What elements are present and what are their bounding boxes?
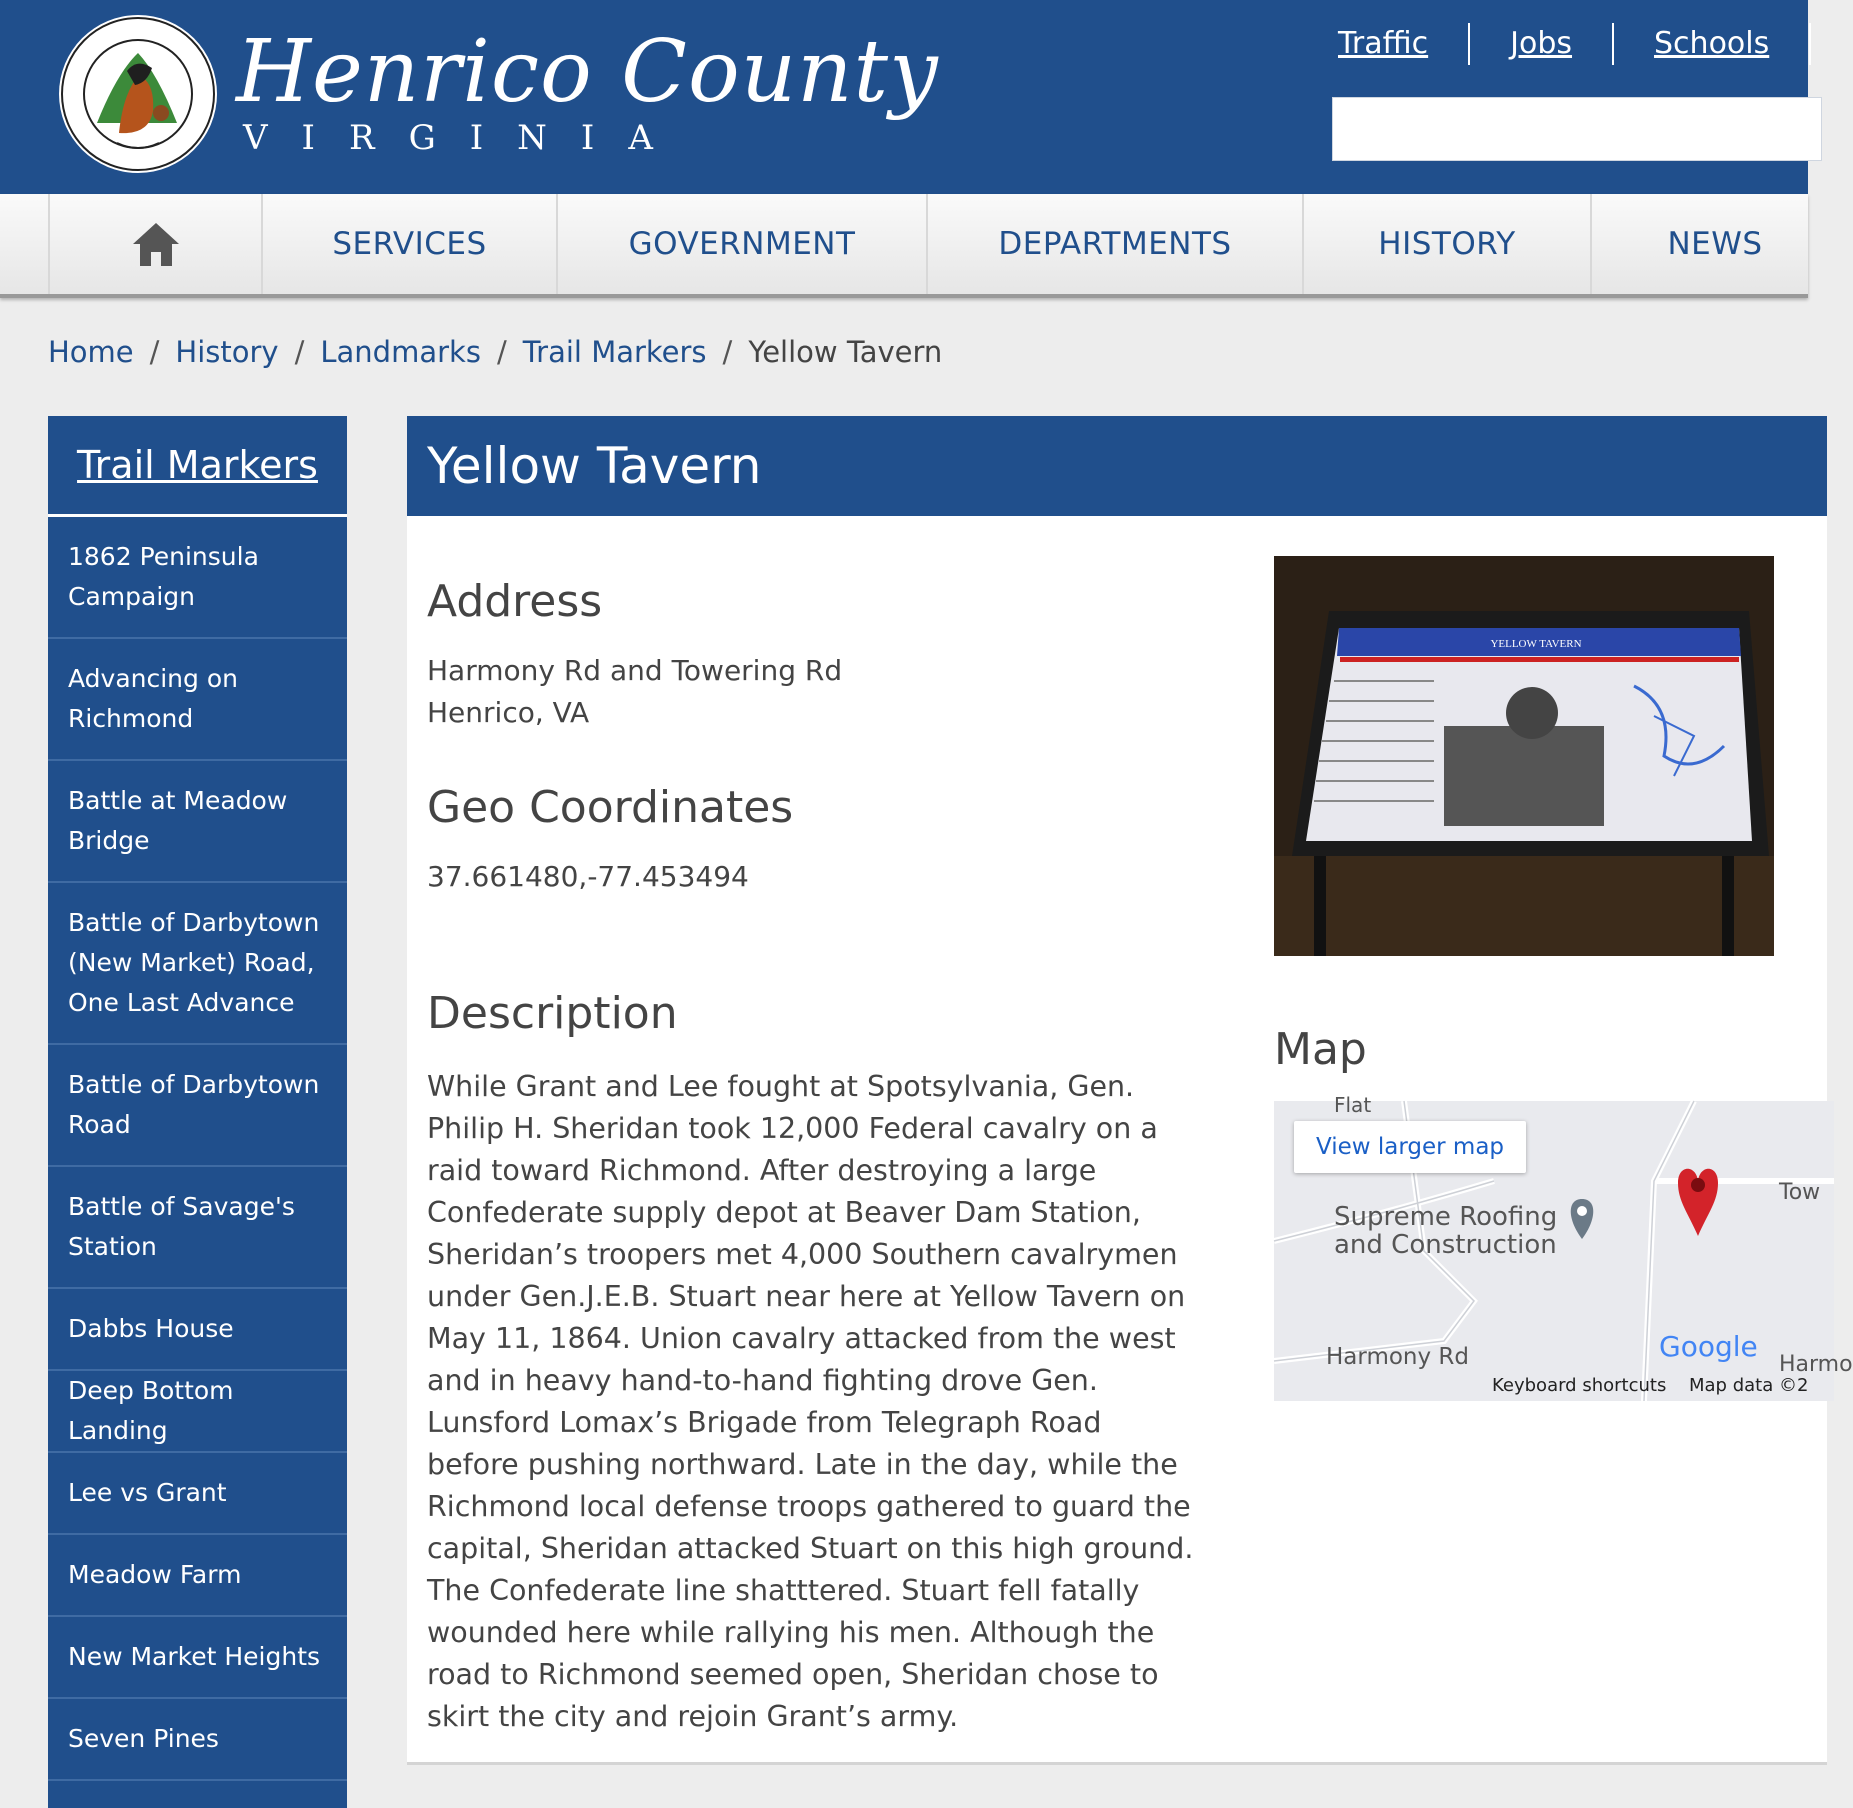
nav-government[interactable]: GOVERNMENT	[558, 194, 928, 294]
breadcrumb-trail-markers[interactable]: Trail Markers	[522, 335, 707, 369]
main-content	[407, 416, 1853, 1765]
map-road-label-harmony: Harmony Rd	[1326, 1344, 1469, 1370]
map-road-label-tow: Tow	[1779, 1180, 1821, 1205]
sidebar-item-battle-at-meadow-bridge[interactable]: Battle at Meadow Bridge	[48, 761, 347, 883]
geo-coordinates-heading: Geo Coordinates	[427, 782, 794, 833]
address-line-2: Henrico, VA	[427, 696, 590, 729]
nav-services[interactable]: SERVICES	[263, 194, 558, 294]
breadcrumb-home[interactable]: Home	[48, 335, 134, 369]
sidebar-nav	[48, 416, 347, 1808]
traffic-link[interactable]: Traffic	[1316, 23, 1470, 65]
sidebar-item-dabbs-house[interactable]: Dabbs House	[48, 1289, 347, 1371]
brand-title[interactable]: Henrico County	[236, 22, 939, 122]
breadcrumb-history[interactable]: History	[175, 335, 279, 369]
jobs-link[interactable]: Jobs	[1470, 23, 1614, 65]
breadcrumb-landmarks[interactable]: Landmarks	[320, 335, 481, 369]
keyboard-shortcuts-link[interactable]: Keyboard shortcuts	[1492, 1375, 1667, 1396]
breadcrumb-separator: /	[496, 335, 507, 369]
nav-news[interactable]: NEWS	[1667, 226, 1763, 262]
utility-links	[1316, 22, 1811, 66]
brand-subtitle: VIRGINIA	[243, 118, 687, 158]
sidebar-item-lee-vs-grant[interactable]: Lee vs Grant	[48, 1453, 347, 1535]
place-marker-icon	[1571, 1199, 1594, 1239]
site-header	[0, 0, 1808, 194]
trail-marker-photo	[1274, 556, 1774, 956]
map-data-attribution[interactable]: Map data ©2	[1689, 1375, 1809, 1396]
address-line-1: Harmony Rd and Towering Rd	[427, 654, 843, 687]
map-road-label-top: Flat	[1334, 1093, 1372, 1117]
view-larger-map-button[interactable]: View larger map	[1294, 1121, 1526, 1173]
page-title: Yellow Tavern	[407, 416, 1827, 516]
breadcrumb-separator: /	[722, 335, 733, 369]
sidebar-item-meadow-farm[interactable]: Meadow Farm	[48, 1535, 347, 1617]
sidebar-item-new-market-heights[interactable]: New Market Heights	[48, 1617, 347, 1699]
sidebar-item-deep-bottom-landing[interactable]: Deep Bottom Landing	[48, 1371, 347, 1453]
nav-history[interactable]: HISTORY	[1304, 194, 1592, 294]
home-icon	[131, 219, 181, 269]
county-seal-logo[interactable]	[57, 13, 219, 175]
breadcrumb-separator: /	[149, 335, 160, 369]
sidebar-item-advancing-on-richmond[interactable]: Advancing on Richmond	[48, 639, 347, 761]
embedded-map[interactable]	[1274, 1093, 1853, 1401]
sidebar-title-link[interactable]: Trail Markers	[48, 416, 347, 517]
nav-home[interactable]	[48, 194, 263, 294]
nav-departments[interactable]: DEPARTMENTS	[928, 194, 1304, 294]
breadcrumb-current: Yellow Tavern	[748, 335, 943, 369]
search-input[interactable]	[1332, 97, 1822, 161]
sidebar-item-seven-pines[interactable]: Seven Pines	[48, 1699, 347, 1781]
sidebar-item-battle-of-savages-station[interactable]: Battle of Savage's Station	[48, 1167, 347, 1289]
schools-link[interactable]: Schools	[1614, 23, 1811, 65]
sidebar-item-battle-of-darbytown-new-market-road[interactable]: Battle of Darbytown (New Market) Road, One Last Advance	[48, 883, 347, 1045]
map-place-label[interactable]: Supreme Roofing and Construction	[1334, 1202, 1558, 1260]
breadcrumb-separator: /	[294, 335, 305, 369]
description-text: While Grant and Lee fought at Spotsylvania, Gen. Philip H. Sheridan took 12,000 Federal cavalry on a raid toward Richmond. After destroying a large Confederate supply depot at Beaver Dam Station, Sheridan’s troopers met 4,000 Southern cavalrymen under Gen.J.E.B. Stuart near here at Yellow Tavern on May 11, 1864. Union cavalry attacked from the west and in heavy hand-to-hand fighting drove Gen. Lunsford Lomax’s Brigade from Telegraph Road before pushing northward. Late in the day, while the Richmond local defense troops gathered to guard the capital, Sheridan attacked Stuart on this high ground. The Confederate line shatttered. Stuart fell fatally wounded here while rallying his men. Although the road to Richmond seemed open, Sheridan chose to skirt the city and rejoin Grant’s army.	[427, 1070, 1194, 1733]
sidebar-item-1862-peninsula-campaign[interactable]: 1862 Peninsula Campaign	[48, 517, 347, 639]
description-heading: Description	[427, 988, 678, 1039]
breadcrumb	[48, 335, 942, 369]
geo-coordinates-value: 37.661480,-77.453494	[427, 860, 749, 893]
google-logo: Google	[1659, 1330, 1758, 1363]
map-heading: Map	[1274, 1024, 1367, 1075]
sidebar-item-battle-of-darbytown-road[interactable]: Battle of Darbytown Road	[48, 1045, 347, 1167]
map-road-label-harmony-partial: Harmo	[1779, 1352, 1853, 1377]
main-nav	[0, 194, 1808, 298]
photo-sign-title: YELLOW TAVERN	[1490, 638, 1582, 650]
address-heading: Address	[427, 576, 603, 627]
